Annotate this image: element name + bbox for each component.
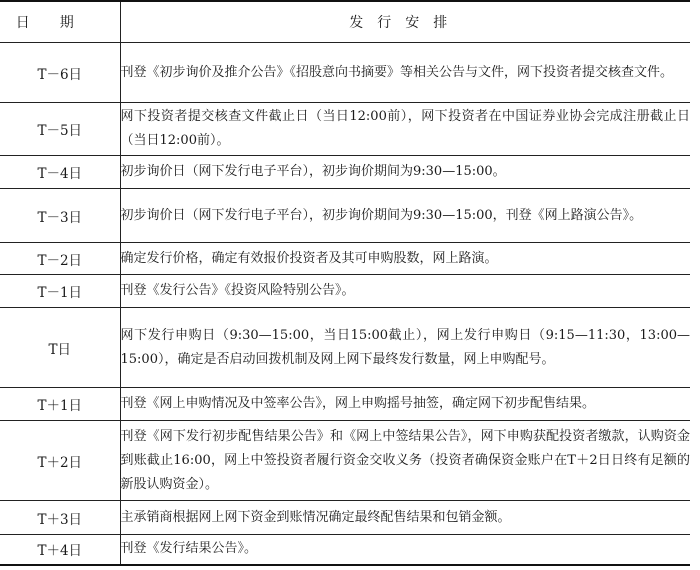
table-row <box>0 243 690 275</box>
row-date: T－6日 <box>0 43 120 103</box>
table-row <box>0 189 690 243</box>
table-row <box>0 308 690 388</box>
row-date: T＋4日 <box>0 535 120 565</box>
row-arrangement: 刊登《初步询价及推介公告》《招股意向书摘要》等相关公告与文件，网下投资者提交核查文件。 <box>120 43 690 103</box>
table-row <box>0 103 690 156</box>
row-date: T日 <box>0 308 120 388</box>
row-date: T－3日 <box>0 189 120 243</box>
row-arrangement: 刊登《发行结果公告》。 <box>120 535 690 565</box>
table-row <box>0 501 690 535</box>
row-date: T＋1日 <box>0 388 120 421</box>
table-row <box>0 43 690 103</box>
column-header-date: 日期 <box>0 1 120 43</box>
row-date: T－5日 <box>0 103 120 156</box>
row-arrangement: 网下发行申购日（9:30—15:00，当日15:00截止），网上发行申购日（9:15—11:30，13:00—15:00），确定是否启动回拨机制及网上网下最终发行数量，网上申购配号。 <box>120 308 690 388</box>
table-row <box>0 156 690 189</box>
row-arrangement: 刊登《发行公告》《投资风险特别公告》。 <box>120 275 690 308</box>
row-arrangement: 初步询价日（网下发行电子平台），初步询价期间为9:30—15:00。 <box>120 156 690 189</box>
row-arrangement: 刊登《网上申购情况及中签率公告》，网上申购摇号抽签，确定网下初步配售结果。 <box>120 388 690 421</box>
table-header-row <box>0 1 690 43</box>
table-row <box>0 275 690 308</box>
table-row <box>0 535 690 565</box>
row-date: T＋2日 <box>0 421 120 501</box>
row-arrangement: 确定发行价格，确定有效报价投资者及其可申购股数，网上路演。 <box>120 243 690 275</box>
row-arrangement: 初步询价日（网下发行电子平台），初步询价期间为9:30—15:00，刊登《网上路演公告》。 <box>120 189 690 243</box>
row-date: T－4日 <box>0 156 120 189</box>
table-row <box>0 421 690 501</box>
row-arrangement: 主承销商根据网上网下资金到账情况确定最终配售结果和包销金额。 <box>120 501 690 535</box>
row-arrangement: 网下投资者提交核查文件截止日（当日12:00前），网下投资者在中国证券业协会完成注册截止日（当日12:00前）。 <box>120 103 690 156</box>
row-date: T－2日 <box>0 243 120 275</box>
column-header-arrangement: 发行安排 <box>120 1 690 43</box>
row-date: T－1日 <box>0 275 120 308</box>
table-row <box>0 388 690 421</box>
row-date: T＋3日 <box>0 501 120 535</box>
row-arrangement: 刊登《网下发行初步配售结果公告》和《网上中签结果公告》，网下申购获配投资者缴款，认购资金到账截止16:00，网上中签投资者履行资金交收义务（投资者确保资金账户在T＋2日日终有足额的新股认购资金）。 <box>120 421 690 501</box>
